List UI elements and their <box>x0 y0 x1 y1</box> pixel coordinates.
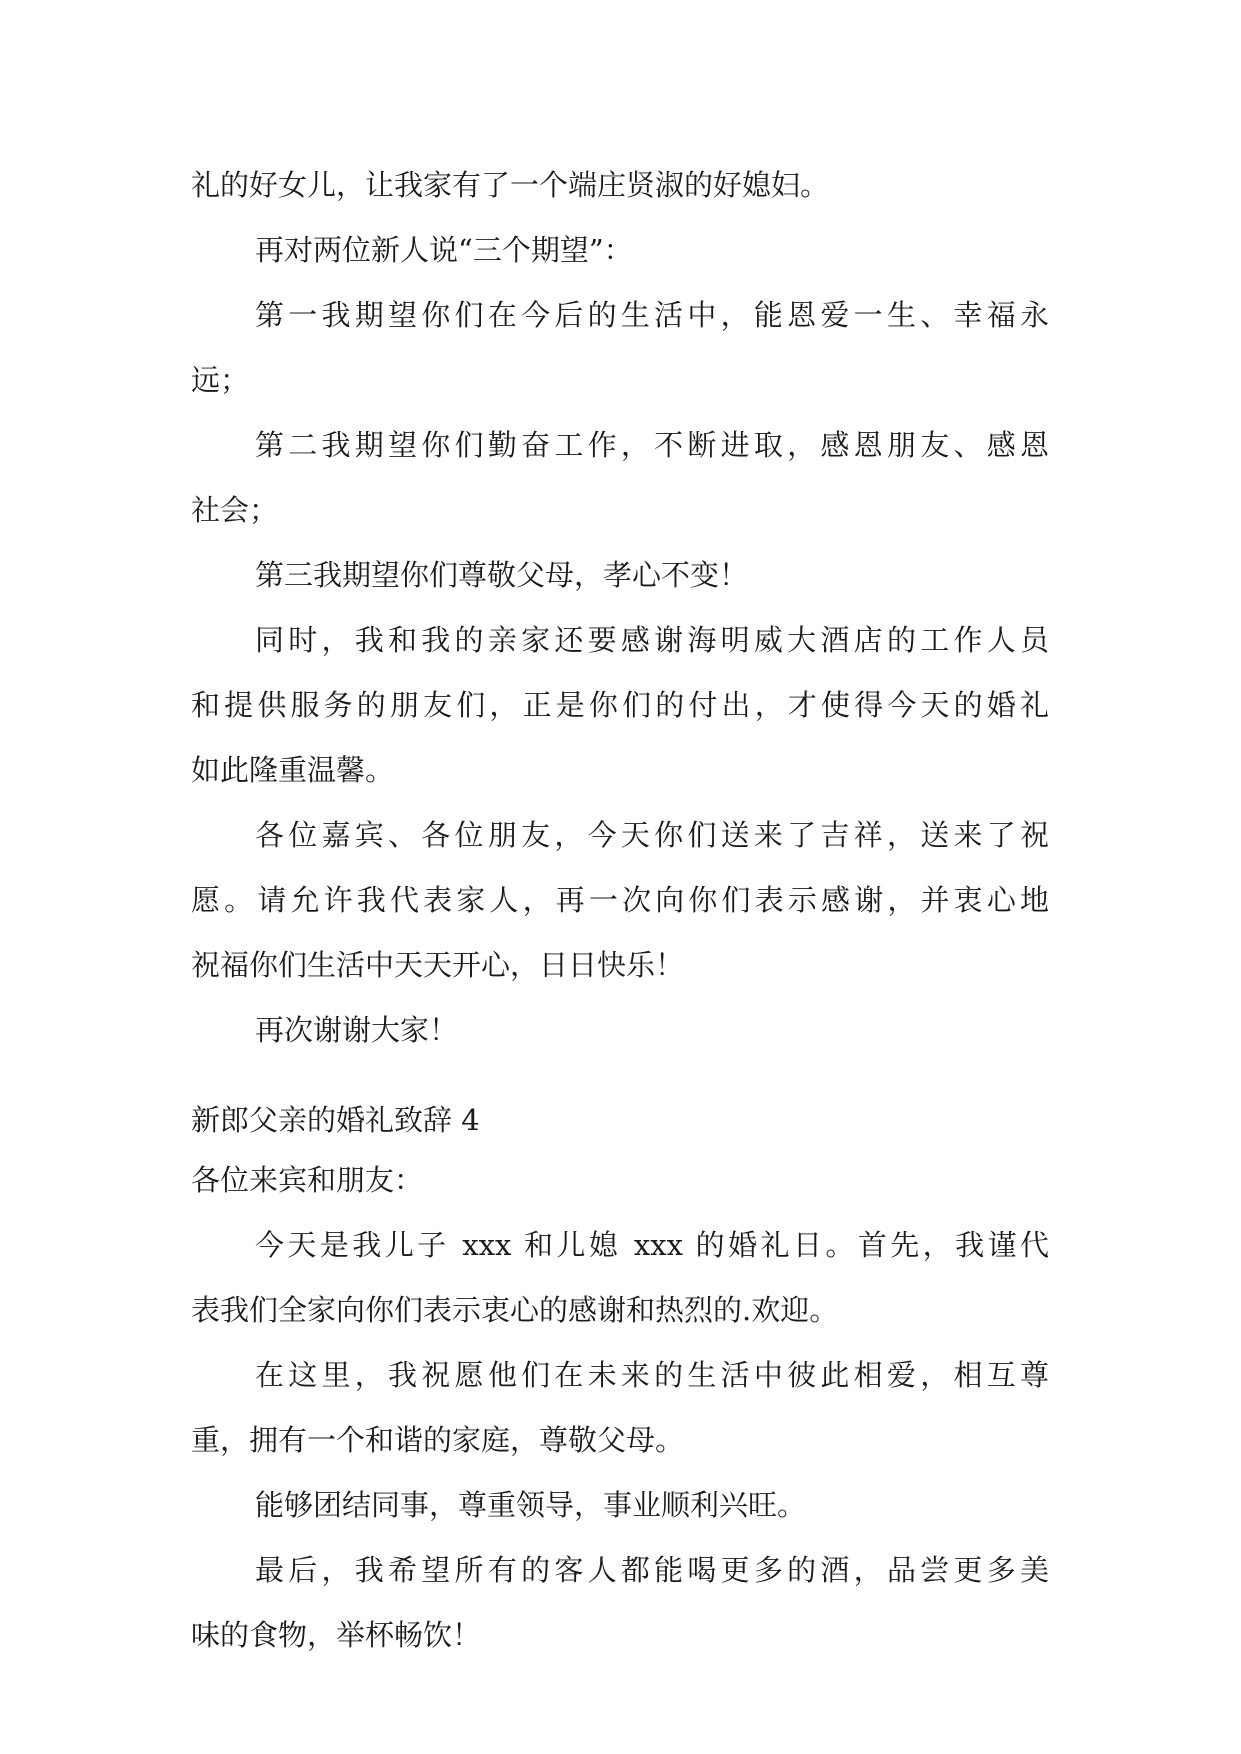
paragraph-line: 表我们全家向你们表示衷心的感谢和热烈的.欢迎。 <box>191 1293 839 1327</box>
paragraph-line: 愿。请允许我代表家人，再一次向你们表示感谢，并衷心地 <box>191 883 1049 917</box>
paragraph-line: 如此隆重温馨。 <box>191 753 395 787</box>
paragraph-line: 再次谢谢大家！ <box>255 1013 459 1047</box>
paragraph-line: 礼的好女儿，让我家有了一个端庄贤淑的好媳妇。 <box>191 168 830 202</box>
paragraph-line: 远； <box>191 363 250 397</box>
paragraph-line: 各位嘉宾、各位朋友，今天你们送来了吉祥，送来了祝 <box>255 818 1049 852</box>
section-heading: 新郎父亲的婚礼致辞 4 <box>191 1103 480 1137</box>
paragraph-line: 社会； <box>191 493 279 527</box>
paragraph-line: 同时，我和我的亲家还要感谢海明威大酒店的工作人员 <box>255 623 1049 657</box>
paragraph-line: 味的食物，举杯畅饮！ <box>191 1618 482 1652</box>
paragraph-line: 和提供服务的朋友们，正是你们的付出，才使得今天的婚礼 <box>191 688 1049 722</box>
paragraph-line: 重，拥有一个和谐的家庭，尊敬父母。 <box>191 1423 685 1457</box>
paragraph-line: 第三我期望你们尊敬父母，孝心不变！ <box>255 558 749 592</box>
paragraph-line: 在这里，我祝愿他们在未来的生活中彼此相爱，相互尊 <box>255 1358 1049 1392</box>
paragraph-line: 第一我期望你们在今后的生活中，能恩爱一生、幸福永 <box>255 298 1049 332</box>
paragraph-line: 最后，我希望所有的客人都能喝更多的酒，品尝更多美 <box>255 1553 1049 1587</box>
paragraph-line: 再对两位新人说“三个期望”： <box>255 233 633 267</box>
paragraph-line: 第二我期望你们勤奋工作，不断进取，感恩朋友、感恩 <box>255 428 1049 462</box>
paragraph-line: 今天是我儿子 xxx 和儿媳 xxx 的婚礼日。首先，我谨代 <box>255 1228 1049 1262</box>
paragraph-line: 能够团结同事，尊重领导，事业顺利兴旺。 <box>255 1488 807 1522</box>
paragraph-line: 祝福你们生活中天天开心，日日快乐！ <box>191 948 685 982</box>
salutation: 各位来宾和朋友： <box>191 1163 424 1197</box>
